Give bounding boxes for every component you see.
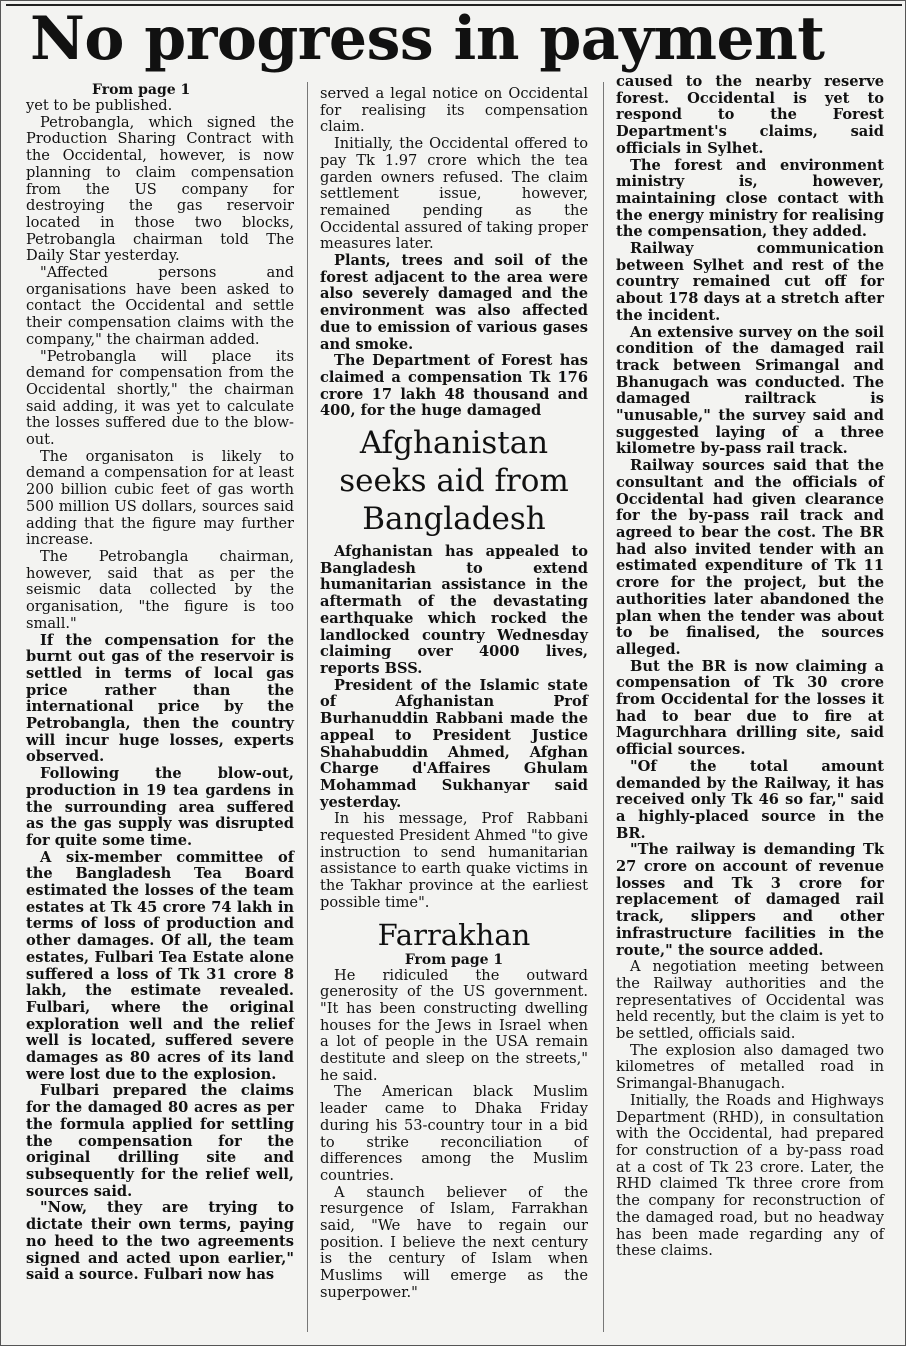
paragraph: If the compensation for the burnt out gas of the reservoir is settled in terms of local gas price rather than the international price by the Petrobangla, then the country will incur huge losses, experts observed. bbox=[26, 631, 294, 766]
paragraph: Railway communication between Sylhet and rest of the country remained cut off for about 178 days at a stretch after the incident. bbox=[616, 240, 884, 324]
from-page-label: From page 1 bbox=[404, 951, 504, 968]
paragraph: "Petrobangla will place its demand for compensation from the Occidental shortly," the chairman said adding, it was yet to calculate the losses suffered due to the blow-out. bbox=[26, 347, 294, 449]
paragraph: The Petrobangla chairman, however, said that as per the seismic data collected by the organisation, "the figure is too small." bbox=[26, 547, 294, 632]
from-page-label: From page 1 bbox=[92, 82, 191, 98]
column-rule bbox=[307, 82, 308, 1332]
paragraph: An extensive survey on the soil condition of the damaged rail track between Srimangal and Bhanugach was conducted. The damaged railtrack is "unusable," the survey said and suggested laying of a three kilometre by-pass rail track. bbox=[616, 323, 884, 458]
column-rule bbox=[603, 82, 604, 1332]
paragraph: caused to the nearby reserve forest. Occidental is yet to respond to the Forest Department's claims, said officials in Sylhet. bbox=[616, 73, 884, 157]
paragraph: served a legal notice on Occidental for realising its compensation claim. bbox=[320, 85, 588, 136]
paragraph: Fulbari prepared the claims for the damaged 80 acres as per the formula applied for settling the compensation for the original drilling site and subsequently for the relief well, sources said. bbox=[26, 1082, 294, 1200]
paragraph: The Department of Forest has claimed a compensation Tk 176 crore 17 lakh 48 thousand and 400, for the huge damaged bbox=[320, 352, 588, 420]
paragraph: President of the Islamic state of Afghanistan Prof Burhanuddin Rabbani made the appeal to President Justice Shahabuddin Ahmed, Afghan Charge d'Affaires Ghulam Mohammad Sukhanyar said yesterday. bbox=[320, 676, 588, 811]
paragraph: A staunch believer of the resurgence of Islam, Farrakhan said, "We have to regain our position. I believe the next century is the century of Islam when Muslims will emerge as the superpower." bbox=[320, 1183, 588, 1301]
paragraph: But the BR is now claiming a compensation of Tk 30 crore from Occidental for the losses it had to bear due to fire at Magurchhara drilling site, said official sources. bbox=[616, 657, 884, 759]
paragraph: A six-member committee of the Bangladesh Tea Board estimated the losses of the team estates at Tk 45 crore 74 lakh in terms of loss of production and other damages. Of all, the team estates, Fulbari Tea Estate alone suffered a loss of Tk 31 crore 8 lakh, the estimate revealed. Fulbari, where the original exploration well and the relief well is located, suffered severe damages as 80 acres of its land were lost due to the explosion. bbox=[26, 848, 294, 1083]
column-3 bbox=[616, 74, 884, 1260]
paragraph: Plants, trees and soil of the forest adjacent to the area were also severely damaged and the environment was also affected due to emission of various gases and smoke. bbox=[320, 252, 588, 353]
paragraph: A negotiation meeting between the Railway authorities and the representatives of Occidental was held recently, but the claim is yet to be settled, officials said. bbox=[616, 958, 884, 1043]
farrakhan-headline: Farrakhan bbox=[377, 917, 531, 952]
paragraph: "The railway is demanding Tk 27 crore on account of revenue losses and Tk 3 crore for replacement of damaged rail track, slippers and other infrastructure facilities in the route," the source added. bbox=[616, 841, 884, 959]
paragraph: Initially, the Occidental offered to pay Tk 1.97 crore which the tea garden owners refused. The claim settlement issue, however, remained pending as the Occidental assured of taking proper measures later. bbox=[320, 135, 588, 253]
column-1 bbox=[26, 82, 294, 1284]
main-headline: No progress in payment bbox=[30, 4, 825, 74]
paragraph: The organisaton is likely to demand a compensation for at least 200 billion cubic feet of gas worth 500 million US dollars, sources said adding that the figure may further increase. bbox=[26, 447, 294, 549]
paragraph: He ridiculed the outward generosity of the US government. "It has been constructing dwelling houses for the Jews in Israel when a lot of people in the USA remain destitute and sleep on the streets," he said. bbox=[320, 966, 588, 1084]
paragraph: yet to be published. bbox=[26, 97, 173, 114]
afghanistan-headline: Afghanistan seeks aid from Bangladesh bbox=[339, 425, 569, 538]
paragraph: Initially, the Roads and Highways Department (RHD), in consultation with the Occidental, had prepared for construction of a by-pass road at a cost of Tk 23 crore. Later, the RHD claimed Tk three crore from the company for reconstruction of the damaged road, but no headway has been made regarding any of these claims. bbox=[616, 1091, 884, 1260]
paragraph: Petrobangla, which signed the Production Sharing Contract with the Occidental, however, is now planning to claim compensation from the US company for destroying the gas reservoir located in those two blocks, Petrobangla chairman told The Daily Star yesterday. bbox=[26, 113, 294, 265]
paragraph: "Of the total amount demanded by the Railway, it has received only Tk 46 so far," said a highly-placed source in the BR. bbox=[616, 757, 884, 842]
paragraph: The American black Muslim leader came to Dhaka Friday during his 53-country tour in a bid to strike reconciliation of differences among the Muslim countries. bbox=[320, 1083, 588, 1184]
paragraph: The explosion also damaged two kilometres of metalled road in Srimangal-Bhanugach. bbox=[616, 1041, 884, 1093]
paragraph: Railway sources said that the consultant and the officials of Occidental had given clearance for the by-pass rail track and agreed to bear the cost. The BR had also invited tender with an estimated expenditure of Tk 11 crore for the project, but the authorities later abandoned the plan when the tender was about to be finalised, the sources alleged. bbox=[616, 457, 884, 658]
paragraph: The forest and environment ministry is, however, maintaining close contact with the energy ministry for realising the compensation, they added. bbox=[616, 156, 884, 241]
paragraph: "Now, they are trying to dictate their own terms, paying no heed to the two agreements signed and acted upon earlier," said a source. Fulbari now has bbox=[26, 1199, 294, 1284]
paragraph: Following the blow-out, production in 19 tea gardens in the surrounding area suffered as the gas supply was disrupted for quite some time. bbox=[26, 765, 294, 849]
paragraph: Afghanistan has appealed to Bangladesh to extend humanitarian assistance in the aftermath of the devastating earthquake which rocked the landlocked country Wednesday claiming over 4000 lives, reports BSS. bbox=[320, 543, 588, 677]
paragraph: "Affected persons and organisations have been asked to contact the Occidental and settle their compensation claims with the company," the chairman added. bbox=[26, 264, 294, 348]
column-2 bbox=[320, 86, 588, 1302]
paragraph: In his message, Prof Rabbani requested President Ahmed "to give instruction to send humanitarian assistance to earth quake victims in the Takhar province at the earliest possible time". bbox=[320, 810, 588, 911]
